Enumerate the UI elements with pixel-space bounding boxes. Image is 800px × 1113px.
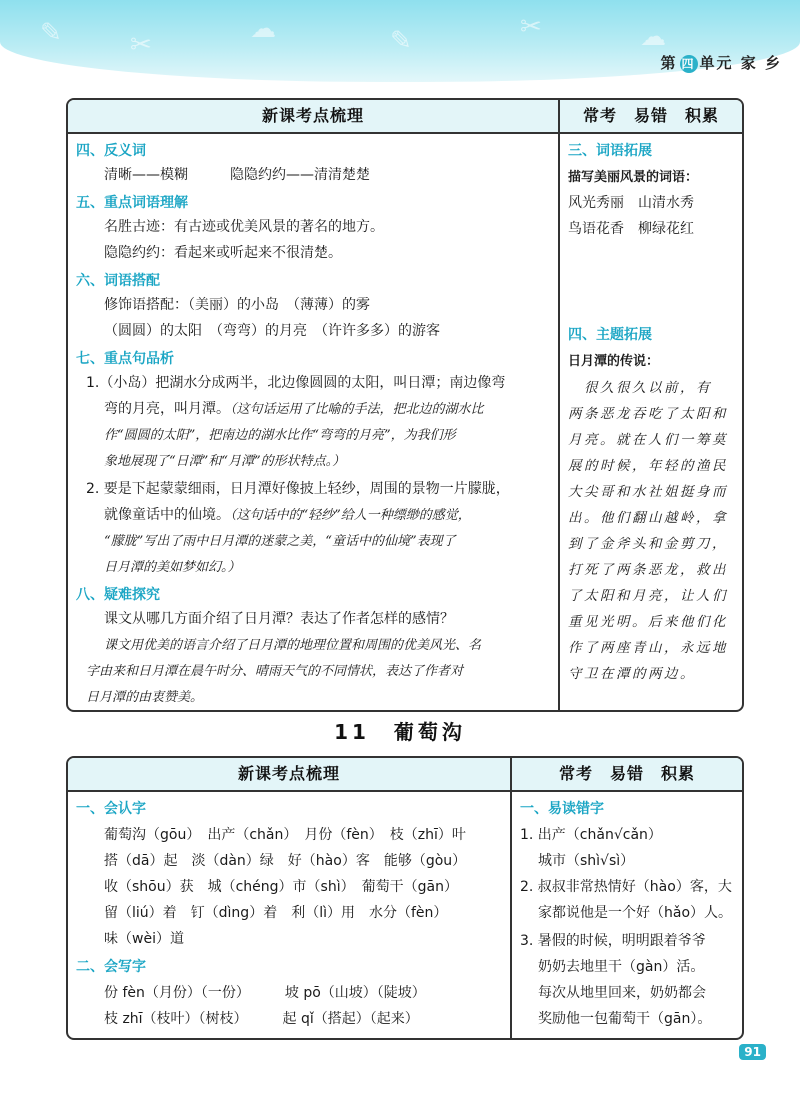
writing-row: 份 fèn（月份）（一份） 坡 pō（山坡）（陡坡）	[104, 985, 426, 1001]
section-title: 五、重点词语理解	[76, 195, 188, 211]
pinyin-row: 味（wèi）道	[104, 931, 184, 947]
right-column-title: 常考 易错 积累	[582, 106, 719, 125]
page-number: 91	[739, 1044, 766, 1060]
story-line: 了太阳和月亮，让人们	[568, 588, 728, 604]
section-title: 一、易读错字	[520, 801, 604, 817]
note-line: “朦胧”写出了雨中日月潭的迷蒙之美，“童话中的仙境”表现了	[104, 534, 456, 549]
section-title: 一、会认字	[76, 801, 146, 817]
text-line: 清晰——模糊 隐隐约约——清清楚楚	[104, 167, 370, 183]
right-column-title: 常考 易错 积累	[558, 764, 695, 783]
section-title: 三、词语拓展	[568, 143, 652, 159]
decorative-pattern-icon: ✂	[130, 30, 152, 60]
box-header	[68, 758, 742, 792]
text-line: 1.（小岛）把湖水分成两半，北边像圆圆的太阳，叫日潭；南边像弯	[86, 375, 506, 391]
text-line: 隐隐约约：看起来或听起来不很清楚。	[104, 245, 342, 261]
section-title: 四、主题拓展	[568, 327, 652, 343]
text-line: 修饰语搭配：（美丽）的小岛 （薄薄）的雾	[104, 297, 370, 313]
note-line: 象地展现了“日潭”和“月潭”的形状特点。）	[104, 454, 346, 469]
text-line: 奶奶去地里干（gàn）活。	[538, 959, 705, 975]
text-line: 鸟语花香 柳绿花红	[568, 221, 694, 237]
text-line: 1. 出产（chǎn√cǎn）	[520, 827, 662, 843]
study-box-top	[66, 98, 744, 712]
box-header	[68, 100, 742, 134]
pinyin-row: 留（liú）着 钉（dìng）着 利（lì）用 水分（fèn）	[104, 905, 448, 921]
section-title: 八、疑难探究	[76, 587, 160, 603]
answer-line: 字由来和日月潭在晨午时分、晴雨天气的不同情状，表达了作者对	[86, 664, 464, 679]
section-title: 四、反义词	[76, 143, 146, 159]
text-line: 就像童话中的仙境。（这句话中的“轻纱”给人一种缥缈的感觉，	[104, 507, 471, 523]
text-line: 名胜古迹：有古迹或优美风景的著名的地方。	[104, 219, 384, 235]
left-column-title: 新课考点梳理	[237, 764, 340, 783]
unit-label: 第 四 单元 家 乡	[660, 54, 782, 72]
decorative-pattern-icon: ☁	[250, 14, 276, 44]
text-line: 2. 叔叔非常热情好（hào）客，大	[520, 879, 732, 895]
decorative-pattern-icon: ☁	[640, 22, 666, 52]
note-line: 日月潭的美如梦如幻。）	[104, 560, 241, 575]
answer-line: 课文用优美的语言介绍了日月潭的地理位置和周围的优美风光、名	[104, 638, 482, 653]
lesson-title: 11 葡萄沟	[334, 720, 466, 744]
story-line: 重见光明。后来他们化	[568, 614, 728, 630]
text-line: 弯的月亮，叫月潭。（这句话运用了比喻的手法，把北边的湖水比	[104, 401, 484, 417]
left-column-title: 新课考点梳理	[261, 106, 364, 125]
section-title: 六、词语搭配	[76, 273, 160, 289]
story-line: 两条恶龙吞吃了太阳和	[568, 406, 728, 422]
section-title: 七、重点句品析	[76, 351, 174, 367]
story-line: 到了金斧头和金剪刀，	[568, 536, 728, 552]
text-line: 风光秀丽 山清水秀	[568, 195, 694, 211]
story-line: 出。他们翻山越岭，拿	[568, 510, 728, 526]
decorative-pattern-icon: ✎	[390, 26, 412, 56]
text-line: （圆圆）的太阳 （弯弯）的月亮 （许许多多）的游客	[104, 323, 440, 339]
text-line: 课文从哪几方面介绍了日月潭？表达了作者怎样的感情？	[104, 611, 454, 627]
story-line: 打死了两条恶龙，救出	[568, 562, 728, 578]
writing-row: 枝 zhī（枝叶）（树枝） 起 qǐ（搭起）（起来）	[104, 1011, 419, 1027]
subheading: 描写美丽风景的词语：	[568, 170, 699, 185]
text-line: 3. 暑假的时候，明明跟着爷爷	[520, 933, 706, 949]
subheading: 日月潭的传说：	[568, 354, 660, 369]
story-line: 月亮。就在人们一筹莫	[568, 432, 728, 448]
story-line: 作了两座青山，永远地	[568, 640, 728, 656]
text-line: 家都说他是一个好（hǎo）人。	[538, 905, 733, 921]
story-line: 大尖哥和水社姐挺身而	[568, 484, 728, 500]
column-divider	[558, 100, 560, 710]
study-box-bottom	[66, 756, 744, 1040]
answer-line: 日月潭的由衷赞美。	[86, 690, 204, 705]
note-line: 作“圆圆的太阳”，把南边的湖水比作“弯弯的月亮”，为我们形	[104, 428, 456, 443]
pinyin-row: 葡萄沟（gōu） 出产（chǎn） 月份（fèn） 枝（zhī）叶	[104, 827, 466, 843]
story-line: 守卫在潭的两边。	[568, 666, 696, 682]
section-title: 二、会写字	[76, 959, 146, 975]
pinyin-row: 搭（dā）起 淡（dàn）绿 好（hào）客 能够（gòu）	[104, 853, 467, 869]
story-line: 很久很久以前，有	[568, 380, 712, 396]
column-divider	[510, 758, 512, 1038]
text-line: 城市（shì√sì）	[538, 853, 635, 869]
text-line: 每次从地里回来，奶奶都会	[538, 985, 706, 1001]
decorative-pattern-icon: ✎	[40, 18, 62, 48]
pinyin-row: 收（shōu）获 城（chéng）市（shì） 葡萄干（gān）	[104, 879, 458, 895]
decorative-pattern-icon: ✂	[520, 12, 542, 42]
text-line: 2. 要是下起蒙蒙细雨，日月潭好像披上轻纱，周围的景物一片朦胧，	[86, 481, 510, 497]
header-band	[0, 0, 800, 82]
story-line: 展的时候，年轻的渔民	[568, 458, 728, 474]
text-line: 奖励他一包葡萄干（gān）。	[538, 1011, 712, 1027]
